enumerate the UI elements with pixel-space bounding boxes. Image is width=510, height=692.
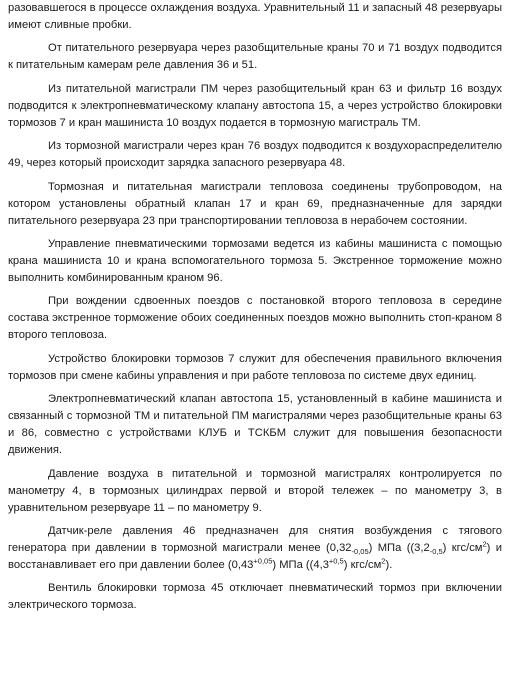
- paragraph-pressure-gauges: Давление воздуха в питательной и тормозной магистралях контролируется по манометру 4, в тормозных цилиндрах первой и второй тележек – по манометру 3, в уравнительном резервуаре 11 – по манометру 9.: [8, 467, 502, 514]
- unit-superscript: 2: [381, 556, 386, 566]
- paragraph-feed-line: Из питательной магистрали ПМ через разобщительный кран 63 и фильтр 16 воздух подводится к электропневматическому клапану автостопа 15, а через устройство блокировки тормозов 7 и кран машиниста 10 воздух подается в тормозную магистраль ТМ.: [8, 82, 502, 129]
- paragraph-brake-line: Из тормозной магистрали через кран 76 воздух подводится к воздухораспределителю 49, через который происходит зарядка запасного резервуара 48.: [8, 140, 502, 170]
- paragraph-pressure-relay: [8, 523, 502, 574]
- paragraph-brake-valve: Вентиль блокировки тормоза 45 отключает пневматический тормоз при включении электрического тормоза.: [8, 582, 502, 612]
- paragraph-connecting-pipe: Тормозная и питательная магистрали тепловоза соединены трубопроводом, на котором установлены обратный клапан 17 и кран 69, предназначенные для зарядки питательного резервуара 23 при транспортировании тепловоза в нерабочем состоянии.: [8, 180, 502, 227]
- text-segment: ) кгс/см: [442, 541, 483, 554]
- document-page: [8, 0, 502, 614]
- text-segment: ).: [385, 558, 393, 571]
- paragraph-double-trains: При вождении сдвоенных поездов с постановкой второго тепловоза в середине состава экстренное торможение обоих соединенных поездов можно выполнить стоп-краном 8 второго тепловоза.: [8, 295, 502, 342]
- text-segment: ) и восстанавливает его при давлении более (0,43: [8, 541, 503, 571]
- tolerance-subscript: -0,05: [351, 547, 369, 557]
- unit-superscript: 2: [482, 539, 487, 549]
- text-segment: ) кгс/см: [343, 558, 382, 571]
- text-segment: Датчик-реле давления 46 предназначен для снятия возбуждения с тягового генератора при давлении в тормозной магистрали менее (0,32: [8, 524, 502, 554]
- paragraph-brake-control: Управление пневматическими тормозами ведется из кабины машиниста с помощью крана машиниста 10 и крана вспомогательного тормоза 5. Экстренное торможение можно выполнить комбинированным краном 96.: [8, 237, 502, 284]
- tolerance-superscript: +0,5: [328, 556, 344, 566]
- paragraph-autostop-valve: Электропневматический клапан автостопа 15, установленный в кабине машиниста и связанный с тормозной ТМ и питательной ПМ магистралями через разобщительные краны 63 и 86, совместно с устройствами КЛУБ и ТСКБМ служит для повышения безопасности движения.: [8, 393, 502, 457]
- text-segment: ) МПа ((3,2: [368, 541, 430, 554]
- paragraph-brake-interlock: Устройство блокировки тормозов 7 служит для обеспечения правильного включения тормозов при смене кабины управления и при работе тепловоза по системе двух единиц.: [8, 352, 502, 382]
- text-segment: ) МПа ((4,3: [272, 558, 329, 571]
- tolerance-superscript: +0,05: [253, 556, 273, 566]
- paragraph-feed-reservoir: От питательного резервуара через разобщительные краны 70 и 71 воздух подводится к питательным камерам реле давления 36 и 51.: [8, 42, 502, 72]
- paragraph-reservoir-drain-plugs: разовавшегося в процессе охлаждения воздуха. Уравнительный 11 и запасный 48 резервуары имеют сливные пробки.: [8, 2, 502, 31]
- tolerance-subscript: -0,5: [429, 547, 443, 557]
